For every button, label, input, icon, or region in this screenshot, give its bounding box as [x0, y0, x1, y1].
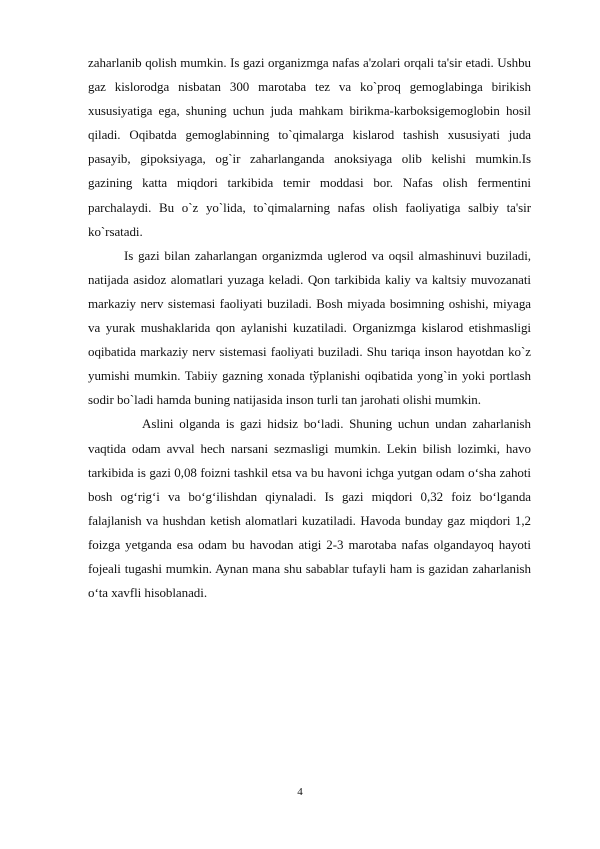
paragraph-1: zaharlanib qolish mumkin. Is gazi organizmga nafas a'zolari orqali ta'sir etadi. Ushbu gaz kislorodga nisbatan 300 marotaba tez va ko`proq gemoglabinga birikish xususiyatiga ega, shuning uchun juda mahkam birikma-karboksigemoglobin hosil qiladi. Oqibatda gemoglabinning to`qimalarga kislarod tashish xususiyati juda pasayib, gipoksiyaga, og`ir zaharlanganda anoksiyaga olib kelishi mumkin.Is gazining katta miqdori tarkibida temir moddasi bor. Nafas olish fermentini parchalaydi. Bu o`z yo`lida, to`qimalarning nafas olish faoliyatiga salbiy ta'sir ko`rsatadi. — [88, 55, 531, 239]
page-number: 4 — [297, 786, 303, 798]
paragraph-2: Is gazi bilan zaharlangan organizmda uglerod va oqsil almashinuvi buziladi, natijada asidoz alomatlari yuzaga keladi. Qon tarkibida kaliy va kaltsiy muvozanati markaziy nerv sistemasi faoliyati buziladi. Bosh miyada bosimning oshishi, miyaga va yurak mushaklarida qon aylanishi kuzatiladi. Organizmga kislarod etishmasligi oqibatida markaziy nerv sistemasi faoliyati buziladi. Shu tariqa inson hayotdan ko`z yumishi mumkin. Tabiiy gazning xonada tўplanishi oqibatida yong`in yoki portlash sodir bo`ladi hamda buning natijasida inson turli tan jarohati olishi mumkin. — [88, 247, 531, 408]
paragraph-3: Aslini olganda is gazi hidsiz bo‘ladi. Shuning uchun undan zaharlanish vaqtida odam avval hech narsani sezmasligi mumkin. Lekin bilish lozimki, havo tarkibida is gazi 0,08 foizni tashkil etsa va bu havoni ichga yutgan odam o‘sha zahoti bosh og‘rig‘i va bo‘g‘ilishdan qiynaladi. Is gazi miqdori 0,32 foiz bo‘lganda falajlanish va hushdan ketish alomatlari kuzatiladi. Havoda bunday gaz miqdori 1,2 foizga yetganda esa odam bu havodan atigi 2-3 marotaba nafas olgandayoq hayoti fojeali tugashi mumkin. Aynan mana shu sabablar tufayli ham is gazidan zaharlanish o‘ta xavfli hisoblanadi. — [88, 416, 531, 601]
body-text — [88, 51, 531, 605]
